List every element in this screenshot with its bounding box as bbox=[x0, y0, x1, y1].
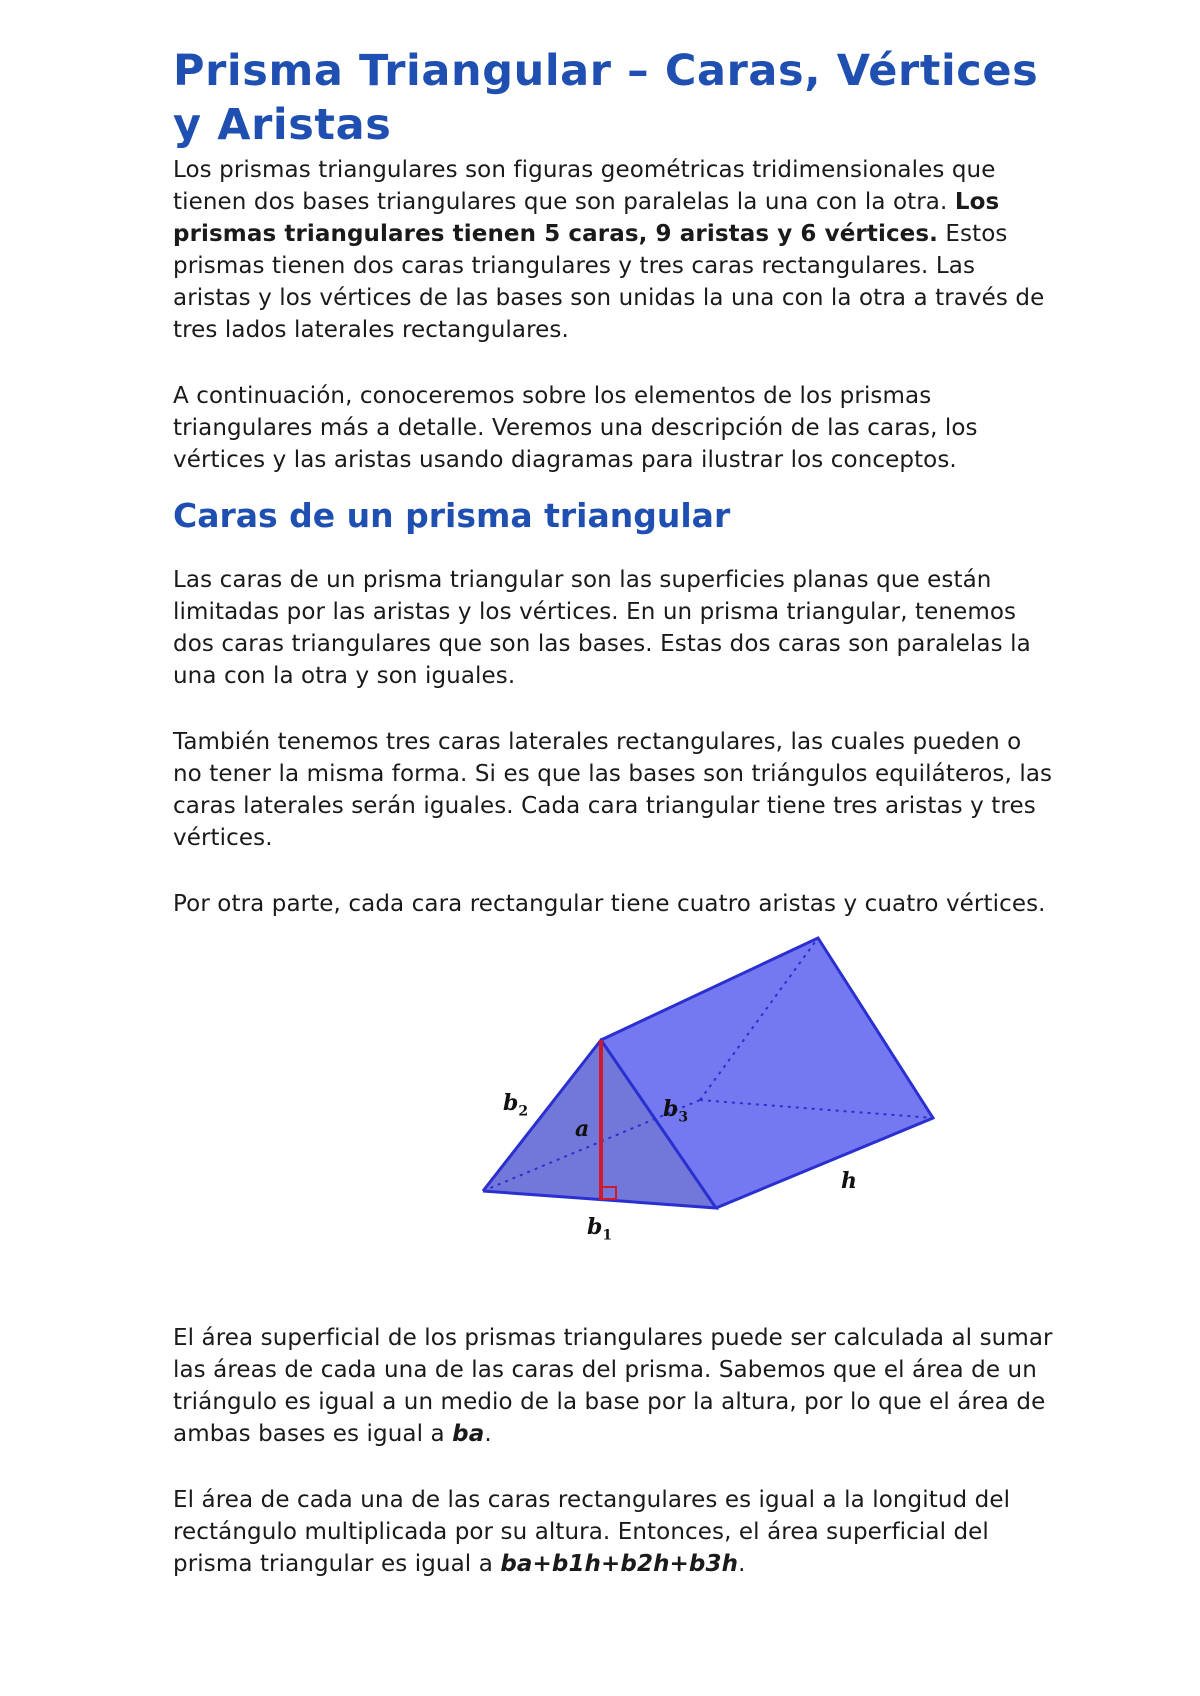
prism-diagram bbox=[173, 928, 1053, 1288]
area-text-2: El área de cada una de las caras rectangulares es igual a la longitud del rectángulo multiplicada por su altura. Entonces, el área superficial del prisma triangular es igual a bbox=[173, 1487, 1011, 1577]
area-paragraph-1: El área superficial de los prismas triangulares puede ser calculada al sumar las áreas de cada una de las caras del prisma. Sabemos que el área de un triángulo es igual a un medio de la base por la altura, por lo que el área de ambas bases es igual a ba. bbox=[173, 1325, 1053, 1447]
caras-paragraph-1: Las caras de un prisma triangular son las superficies planas que están limitadas por las aristas y los vértices. En un prisma triangular, tenemos dos caras triangulares que son las bases. Estas dos caras son paralelas la una con la otra y son iguales. bbox=[173, 567, 1031, 689]
intro-bold-summary: Los prismas triangulares tienen 5 caras, 9 aristas y 6 vértices. bbox=[173, 189, 1000, 247]
label-a: a bbox=[575, 1116, 590, 1142]
area-paragraph-2: El área de cada una de las caras rectangulares es igual a la longitud del rectángulo multiplicada por su altura. Entonces, el área superficial del prisma triangular es igual a ba+b1h+b2h+b3h. bbox=[173, 1487, 1011, 1577]
page-title: Prisma Triangular – Caras, Vértices y Aristas bbox=[173, 46, 1039, 150]
area-formula-bases: ba bbox=[452, 1421, 485, 1447]
label-b1: $b_1$ bbox=[587, 1214, 613, 1244]
label-b3: $b_3$ bbox=[663, 1096, 689, 1126]
label-h: h bbox=[841, 1168, 857, 1194]
label-b2: $b_2$ bbox=[503, 1090, 529, 1120]
document-page bbox=[173, 44, 1053, 1580]
intro-text-1: Los prismas triangulares son figuras geométricas tridimensionales que tienen dos bases triangulares que son paralelas la una con la otra. bbox=[173, 157, 996, 215]
intro-text-2: Estos prismas tienen dos caras triangulares y tres caras rectangulares. Las aristas y los vértices de las bases son unidas la una con la otra a través de tres lados laterales rectangulares. bbox=[173, 221, 1045, 343]
prism-diagram-svg bbox=[173, 928, 1053, 1288]
section-heading-caras: Caras de un prisma triangular bbox=[173, 496, 731, 535]
area-formula-total: ba+b1h+b2h+b3h bbox=[500, 1551, 739, 1577]
intro-paragraph-1 bbox=[173, 154, 1053, 346]
caras-paragraph-3: Por otra parte, cada cara rectangular tiene cuatro aristas y cuatro vértices. bbox=[173, 891, 1046, 917]
intro-paragraph-2: A continuación, conoceremos sobre los elementos de los prismas triangulares más a detalle. Veremos una descripción de las caras, los vértices y las aristas usando diagramas para ilustrar los conceptos. bbox=[173, 383, 978, 473]
area-text-1: El área superficial de los prismas triangulares puede ser calculada al sumar las áreas de cada una de las caras del prisma. Sabemos que el área de un triángulo es igual a un medio de la base por la altura, por lo que el área de ambas bases es igual a bbox=[173, 1325, 1053, 1447]
caras-paragraph-2: También tenemos tres caras laterales rectangulares, las cuales pueden o no tener la misma forma. Si es que las bases son triángulos equiláteros, las caras laterales serán iguales. Cada cara triangular tiene tres aristas y tres vértices. bbox=[173, 729, 1053, 851]
